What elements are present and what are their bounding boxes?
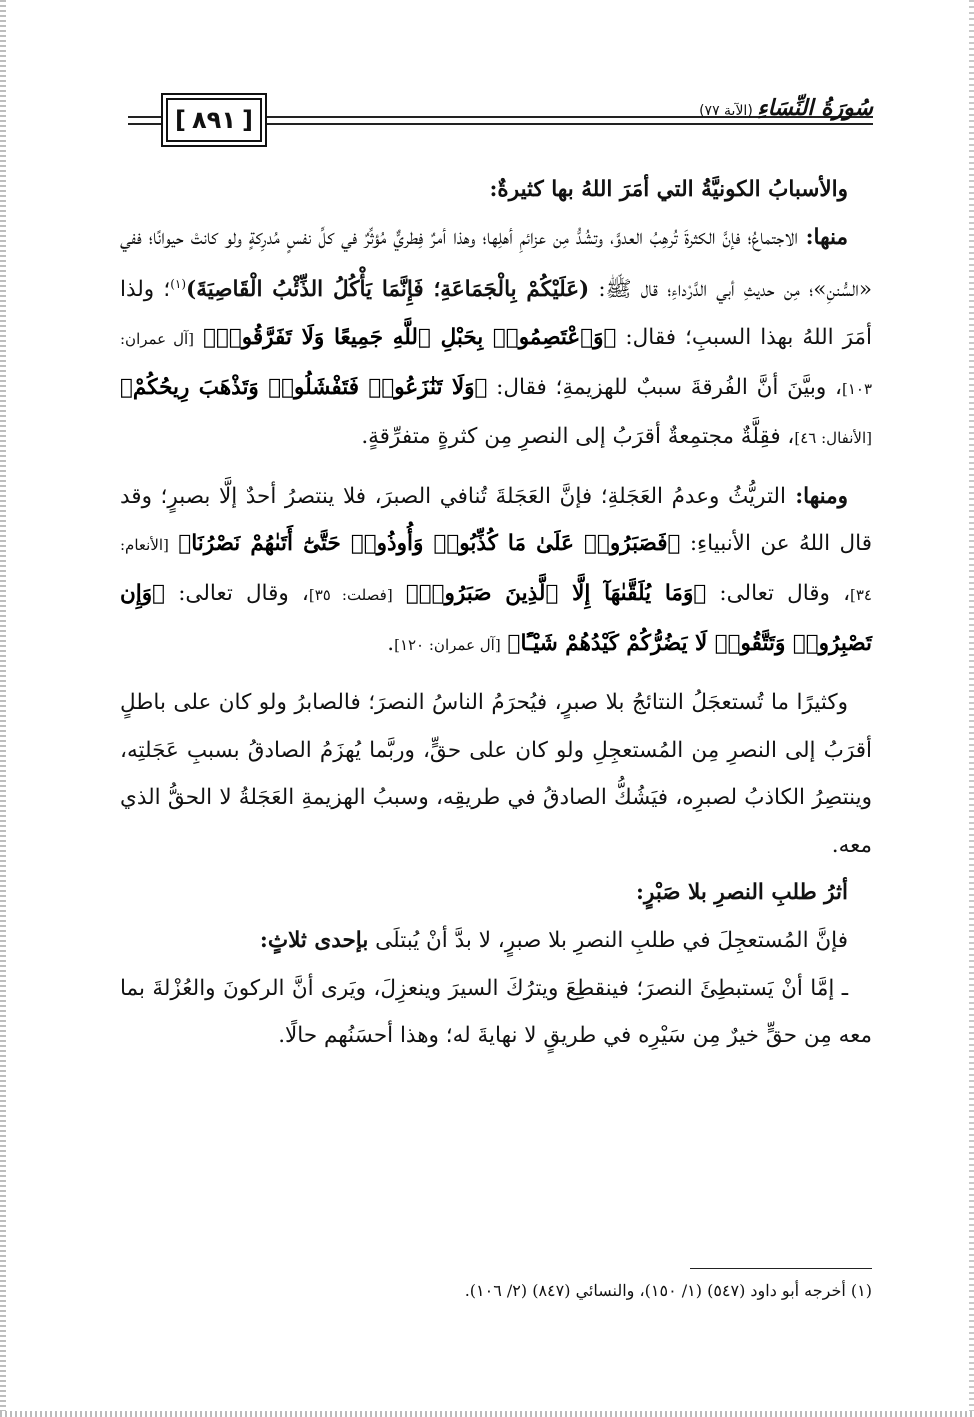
scan-edge-right (969, 0, 974, 1417)
header-rule-right-2 (266, 123, 873, 125)
paragraph-three (120, 917, 872, 965)
hadith-quote: (عَلَيْكُمْ بِالْجَمَاعَةِ؛ فَإِنَّمَا يَأْكُلُ الذِّئْبُ الْقَاصِيَةَ) (186, 277, 590, 303)
heading-text: والأسبابُ الكونيَّةُ التي أمَرَ اللهُ بها كثيرةٌ: (489, 177, 848, 202)
text-run: ، وقال تعالى: (165, 580, 309, 606)
paragraph-first-outcome (120, 965, 872, 1060)
footnote-text: أخرجه أبو داود (٥٤٧) (١/ ١٥٠)، والنسائي (٨٤٧) (٢/ ١٠٦). (464, 1281, 846, 1300)
heading-cosmic-causes (120, 166, 872, 214)
text-run: . (387, 630, 395, 656)
lead-word: منها: (798, 224, 848, 250)
running-head (699, 96, 873, 121)
bold-phrase: بإحدى ثلاثٍ: (259, 928, 369, 954)
page-number-box (166, 98, 262, 142)
footnote-separator (690, 1268, 872, 1269)
header-rule-left-2 (128, 123, 162, 125)
quran-verse: ﴿فَصَبَرُوا۟ عَلَىٰ مَا كُذِّبُوا۟ وَأُوذُوا۟ حَتَّىٰٓ أَتَىٰهُمْ نَصْرُنَا﴾ (178, 531, 681, 557)
scan-edge-left (0, 0, 6, 1417)
verse-citation: [فصلت: ٣٥] (308, 585, 393, 604)
page-number: ٨٩١ (192, 106, 236, 134)
quran-verse: ﴿وَٱعْتَصِمُوا۟ بِحَبْلِ ٱللَّهِ جَمِيعًا وَلَا تَفَرَّقُوا۟﴾ (203, 324, 617, 350)
text-run: ، وبيَّنَ أنَّ الفُرقةَ سببٌ للهزيمةِ؛ فقال: (487, 374, 842, 400)
footnote-marker[interactable]: (١) (170, 277, 187, 292)
quran-verse: ﴿وَإِن تَصْبِرُوا۟ وَتَتَّقُوا۟ لَا يَضُرُّكُمْ كَيْدُهُمْ شَيْـًٔا﴾ (120, 580, 872, 656)
scan-edge-bottom (0, 1411, 974, 1417)
header-rule-left (128, 116, 162, 118)
text-run: ، وقال تعالى: (706, 580, 851, 606)
paragraph-patience (120, 473, 872, 669)
main-text (120, 166, 872, 1060)
surah-title: سُورَةُ النِّسَاءِ (757, 96, 873, 121)
footnote (120, 1276, 872, 1306)
heading-effect (120, 869, 872, 917)
text-run: التريُّثُ وعدمُ العَجَلةِ؛ فإنَّ العَجَلةَ تُنافي الصبرَ، فلا ينتصرُ أحدٌ إلَّا بصبرٍ؛ وقد قال اللهُ عن الأنبياءِ: (120, 483, 873, 557)
lead-word: ومنها: (785, 483, 848, 509)
bracket-left: [ (175, 106, 187, 134)
text-run: ؛ ولذا أمَرَ اللهُ بهذا السببِ؛ فقال: (120, 277, 872, 350)
footnote-number: (١) (850, 1281, 872, 1300)
paragraph-haste (120, 679, 872, 869)
quran-verse: ﴿وَمَا يُلَقَّىٰهَآ إِلَّا ٱلَّذِينَ صَبَرُوا۟﴾ (405, 580, 707, 606)
verse-citation: [الأنعام: ٣٤] (120, 536, 872, 604)
heading-text: أثرُ طلبِ النصرِ بلا صَبْرٍ: (636, 880, 848, 906)
text-run: ، فقِلَّةٌ مجتمِعةٌ أقرَبُ إلى النصرِ مِن كثرةٍ متفرِّقةٍ. (361, 424, 795, 450)
text-run: الاجتماعُ؛ فإنَّ الكثرةَ تُرهِبُ العدوَّ، وتشُدُّ مِن عزائمِ أهلِها؛ وهذا أمرٌ فِطريٌّ مُؤثِّرٌ في كلِّ نفسٍ مُدرِكةٍ ولو كانتْ حيوانًا؛ ففي «السُّننِ»؛ مِن حديثِ أبي الدَّرْداءِ؛ قال ﷺ: (120, 224, 872, 303)
bracket-right: ] (241, 106, 253, 134)
verse-citation: [آل عمران: ١٠٣] (120, 329, 873, 398)
paragraph-gathering (120, 214, 872, 463)
quran-verse: ﴿وَلَا تَنَٰزَعُوا۟ فَتَفْشَلُوا۟ وَتَذْهَبَ رِيحُكُمْ﴾ (120, 374, 488, 400)
text-run: ـ إمَّا أنْ يَستبطِئَ النصرَ؛ فينقطِعَ ويترُكَ السيرَ وينعزِلَ، ويَرى أنَّ الركونَ والعُزْلةَ بما معه مِن حقٍّ خيرٌ مِن سَيْرِه في طريقٍ لا نهايةَ له؛ وهذا أحسَنُهم حالًا. (120, 975, 872, 1049)
verse-reference: (الآية ٧٧) (699, 103, 753, 119)
verse-citation: [الأنفال: ٤٦] (794, 429, 872, 448)
text-run: وكثيرًا ما تُستعجَلُ النتائجُ بلا صبرٍ، فيُحرَمُ الناسُ النصرَ؛ فالصابرُ ولو كان على باطلٍ أقرَبُ إلى النصرِ مِن المُستعجِلِ ولو كان على حقٍّ، وربَّما يُهزَمُ الصادقُ بسببِ عَجَلتِه، وينتصِرُ الكاذبُ لصبرِه، فيَشُكُّ الصادقُ في طريقِه، وسببُ الهزيمةِ العَجَلةُ لا الحقُّ الذي معه. (120, 690, 872, 858)
verse-citation: [آل عمران: ١٢٠] (394, 635, 501, 654)
page-header (128, 90, 873, 152)
text-run: فإنَّ المُستعجِلَ في طلبِ النصرِ بلا صبرٍ، لا بدَّ أنْ يُبتلَى (368, 928, 848, 954)
